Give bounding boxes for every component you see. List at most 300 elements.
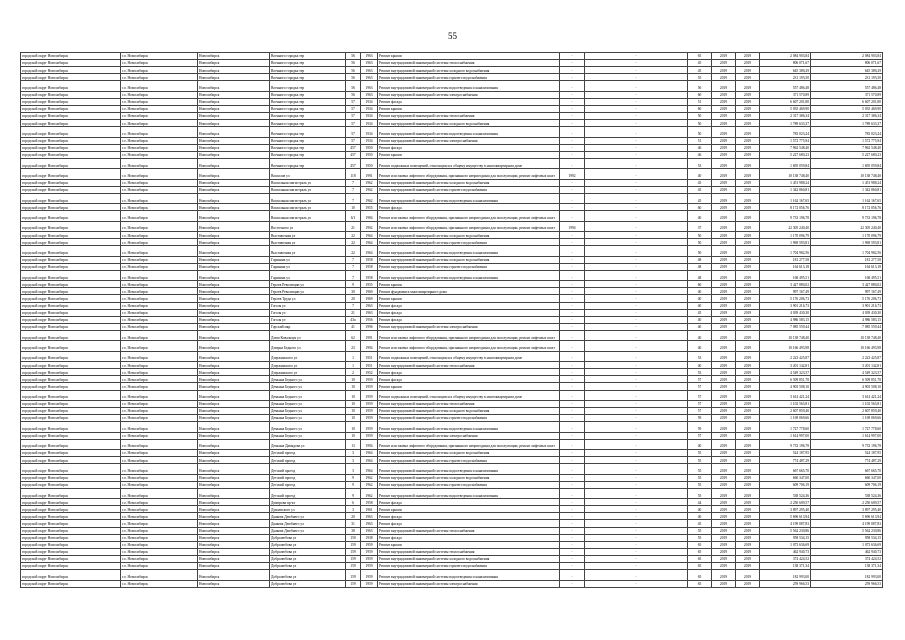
work-type-cell: Ремонт крыши [378, 383, 560, 390]
street-cell: Военного городка тер [270, 158, 346, 168]
city-cell: Новосибирск [198, 351, 270, 361]
street-cell: Военного городка тер [270, 137, 346, 144]
street-cell: Военного городка тер [270, 60, 346, 67]
total-cost-cell: 9 733 196,78 [811, 211, 883, 221]
municipality-cell: городской округ Новосибирск [21, 74, 121, 81]
extra-cell: - [585, 295, 688, 302]
table-row [21, 179, 883, 186]
house-number-cell: 57 [346, 105, 361, 112]
renovation-year-cell: - [560, 232, 585, 239]
table-row [21, 120, 883, 127]
wear-percent-cell: 50 [688, 113, 712, 120]
plan-end-cell: 2019 [736, 570, 760, 580]
work-type-cell: Ремонт или замена лифтового оборудования, признанного непригодным для эксплуатации, ремонт лифтовых шахт [378, 341, 560, 351]
table-row [21, 60, 883, 67]
city-cell: Новосибирск [198, 179, 270, 186]
work-type-cell: Ремонт фасада [378, 144, 560, 151]
plan-end-cell: 2019 [736, 295, 760, 302]
cost-cell: 2 084 903,84 [760, 53, 811, 60]
cost-cell: 3 901 216,73 [760, 302, 811, 309]
municipality-cell: городской округ Новосибирск [21, 263, 121, 270]
build-year-cell: 1964 [361, 450, 378, 457]
street-cell: Детский проезд [270, 450, 346, 457]
build-year-cell: 1962 [361, 474, 378, 481]
extra-cell: - [585, 53, 688, 60]
municipality-cell: городской округ Новосибирск [21, 548, 121, 555]
wear-percent-cell: 53 [688, 351, 712, 361]
cost-cell: 1 102 563,81 [760, 400, 811, 407]
build-year-cell: 1955 [361, 204, 378, 211]
city-cell: Новосибирск [198, 60, 270, 67]
municipality-cell: городской округ Новосибирск [21, 169, 121, 179]
plan-start-cell: 2019 [712, 158, 736, 168]
municipality-cell: городской округ Новосибирск [21, 570, 121, 580]
renovation-year-cell: - [560, 316, 585, 323]
plan-start-cell: 2019 [712, 457, 736, 464]
build-year-cell: 1958 [361, 256, 378, 263]
municipality-cell: городской округ Новосибирск [21, 341, 121, 351]
wear-percent-cell: 40 [688, 506, 712, 513]
table-row [21, 527, 883, 534]
street-cell: Демьяна Бедного ул [270, 407, 346, 414]
house-number-cell: 7 [346, 193, 361, 203]
house-number-cell: 57 [346, 137, 361, 144]
house-number-cell: 57 [346, 127, 361, 137]
extra-cell: - [585, 239, 688, 246]
street-cell: Добролюбова ул [270, 555, 346, 562]
build-year-cell: 1962 [361, 193, 378, 203]
cost-cell: 462 940,73 [760, 548, 811, 555]
street-cell: Демьяна Бедного ул [270, 376, 346, 383]
total-cost-cell: 168 495,51 [811, 270, 883, 280]
house-number-cell: 9 [346, 474, 361, 481]
municipality-cell: городской округ Новосибирск [21, 464, 121, 474]
wear-percent-cell: 40 [688, 341, 712, 351]
plan-start-cell: 2019 [712, 256, 736, 263]
total-cost-cell: 3 427 880,02 [811, 281, 883, 288]
work-type-cell: Ремонт внутридомовой инженерной системы водоотведения и канализования [378, 127, 560, 137]
extra-cell: - [585, 323, 688, 330]
extra-cell: - [585, 158, 688, 168]
table-row [21, 400, 883, 407]
total-cost-cell: 783 023,24 [811, 127, 883, 137]
city-cell: Новосибирск [198, 450, 270, 457]
city-cell: Новосибирск [198, 113, 270, 120]
street-cell: Добролюбова ул [270, 534, 346, 541]
table-body [21, 53, 883, 588]
house-number-cell: 56 [346, 91, 361, 98]
renovation-year-cell: - [560, 432, 585, 439]
build-year-cell: 1959 [361, 383, 378, 390]
table-row [21, 499, 883, 506]
extra-cell: - [585, 113, 688, 120]
cost-cell: 10 138 748,40 [760, 169, 811, 179]
total-cost-cell: 10 166 493,98 [811, 341, 883, 351]
renovation-year-cell: - [560, 415, 585, 422]
build-year-cell: 1964 [361, 464, 378, 474]
extra-cell: - [585, 481, 688, 488]
total-cost-cell: 3 901 216,73 [811, 302, 883, 309]
build-year-cell: 1963 [361, 513, 378, 520]
total-cost-cell: 524 187,95 [811, 450, 883, 457]
city-cell: Новосибирск [198, 169, 270, 179]
street-cell: Добролюбова ул [270, 541, 346, 548]
build-year-cell: 1959 [361, 432, 378, 439]
city-cell: Новосибирск [198, 302, 270, 309]
district-cell: г.о. Новосибирск [121, 239, 198, 246]
plan-start-cell: 2019 [712, 53, 736, 60]
district-cell: г.о. Новосибирск [121, 309, 198, 316]
district-cell: г.о. Новосибирск [121, 555, 198, 562]
city-cell: Новосибирск [198, 481, 270, 488]
renovation-year-cell: - [560, 211, 585, 221]
plan-start-cell: 2019 [712, 193, 736, 203]
renovation-year-cell: - [560, 563, 585, 570]
district-cell: г.о. Новосибирск [121, 295, 198, 302]
table-row [21, 281, 883, 288]
work-type-cell: Ремонт внутридомовой инженерной системы водоотведения и канализования [378, 422, 560, 432]
plan-start-cell: 2019 [712, 527, 736, 534]
total-cost-cell: 1 695 059,84 [811, 158, 883, 168]
municipality-cell: городской округ Новосибирск [21, 179, 121, 186]
municipality-cell: городской округ Новосибирск [21, 221, 121, 231]
street-cell: Демьяна Бедного ул [270, 415, 346, 422]
total-cost-cell: 1 614 997,00 [811, 432, 883, 439]
cost-cell: 1 789 633,37 [760, 120, 811, 127]
work-type-cell: Ремонт внутридомовой инженерной системы горячего водоснабжения [378, 239, 560, 246]
total-cost-cell: 10 138 748,40 [811, 169, 883, 179]
city-cell: Новосибирск [198, 541, 270, 548]
extra-cell: - [585, 246, 688, 256]
renovation-year-cell: - [560, 105, 585, 112]
table-row [21, 439, 883, 449]
municipality-cell: городской округ Новосибирск [21, 351, 121, 361]
plan-start-cell: 2019 [712, 232, 736, 239]
table-row [21, 351, 883, 361]
table-row [21, 432, 883, 439]
cost-cell: 609 706,19 [760, 481, 811, 488]
total-cost-cell: 609 706,19 [811, 481, 883, 488]
district-cell: г.о. Новосибирск [121, 263, 198, 270]
municipality-cell: городской округ Новосибирск [21, 281, 121, 288]
city-cell: Новосибирск [198, 281, 270, 288]
extra-cell: - [585, 541, 688, 548]
wear-percent-cell: 57 [688, 390, 712, 400]
wear-percent-cell: 40 [688, 513, 712, 520]
street-cell: Демьяна Бедного ул [270, 400, 346, 407]
extra-cell: - [585, 91, 688, 98]
work-type-cell: Ремонт или замена лифтового оборудования, признанного непригодным для эксплуатации, ремонт лифтовых шахт [378, 221, 560, 231]
renovation-year-cell: - [560, 239, 585, 246]
plan-end-cell: 2019 [736, 457, 760, 464]
table-row [21, 211, 883, 221]
plan-start-cell: 2019 [712, 422, 736, 432]
district-cell: г.о. Новосибирск [121, 120, 198, 127]
house-number-cell: 43а [346, 316, 361, 323]
city-cell: Новосибирск [198, 323, 270, 330]
build-year-cell: 1996 [361, 323, 378, 330]
wear-percent-cell: 48 [688, 263, 712, 270]
district-cell: г.о. Новосибирск [121, 400, 198, 407]
table-row [21, 548, 883, 555]
house-number-cell: 159 [346, 570, 361, 580]
work-type-cell: Ремонт внутридомовой инженерной системы теплоснабжения [378, 113, 560, 120]
municipality-cell: городской округ Новосибирск [21, 323, 121, 330]
house-number-cell: 10 [346, 390, 361, 400]
city-cell: Новосибирск [198, 232, 270, 239]
build-year-cell: 1994 [361, 439, 378, 449]
extra-cell: - [585, 362, 688, 369]
table-row [21, 105, 883, 112]
street-cell: Вокзалов ул [270, 169, 346, 179]
municipality-cell: городской округ Новосибирск [21, 309, 121, 316]
house-number-cell: 3 [346, 450, 361, 457]
district-cell: г.о. Новосибирск [121, 513, 198, 520]
wear-percent-cell: 60 [688, 105, 712, 112]
plan-end-cell: 2019 [736, 563, 760, 570]
table-row [21, 127, 883, 137]
house-number-cell: 21 [346, 221, 361, 231]
city-cell: Новосибирск [198, 555, 270, 562]
municipality-cell: городской округ Новосибирск [21, 120, 121, 127]
table-row [21, 555, 883, 562]
district-cell: г.о. Новосибирск [121, 457, 198, 464]
work-type-cell: Ремонт внутридомовой инженерной системы электроснабжения [378, 432, 560, 439]
extra-cell: - [585, 151, 688, 158]
wear-percent-cell: 65 [688, 563, 712, 570]
street-cell: Добролюбова ул [270, 570, 346, 580]
municipality-cell: городской округ Новосибирск [21, 81, 121, 91]
plan-end-cell: 2019 [736, 270, 760, 280]
renovation-year-cell: - [560, 158, 585, 168]
plan-start-cell: 2019 [712, 288, 736, 295]
street-cell: Военного городка тер [270, 98, 346, 105]
work-type-cell: Ремонт внутридомовой инженерной системы холодного водоснабжения [378, 232, 560, 239]
extra-cell: - [585, 211, 688, 221]
house-number-cell: 57 [346, 113, 361, 120]
work-type-cell: Ремонт внутридомовой инженерной системы холодного водоснабжения [378, 120, 560, 127]
build-year-cell: 1959 [361, 407, 378, 414]
cost-cell: 7 085 559,44 [760, 323, 811, 330]
wear-percent-cell: 45 [688, 186, 712, 193]
plan-end-cell: 2019 [736, 362, 760, 369]
cost-cell: 181 277,58 [760, 256, 811, 263]
extra-cell: - [585, 74, 688, 81]
city-cell: Новосибирск [198, 376, 270, 383]
build-year-cell: 1964 [361, 232, 378, 239]
plan-end-cell: 2019 [736, 169, 760, 179]
wear-percent-cell: 40 [688, 302, 712, 309]
house-number-cell: 20 [346, 513, 361, 520]
plan-end-cell: 2019 [736, 239, 760, 246]
house-number-cell: 457 [346, 144, 361, 151]
build-year-cell: 1959 [361, 422, 378, 432]
wear-percent-cell: 60 [688, 204, 712, 211]
city-cell: Новосибирск [198, 415, 270, 422]
cost-cell: 371 570,89 [760, 91, 811, 98]
plan-start-cell: 2019 [712, 464, 736, 474]
extra-cell: - [585, 309, 688, 316]
street-cell: Гоголя ул [270, 316, 346, 323]
municipality-cell: городской округ Новосибирск [21, 193, 121, 203]
wear-percent-cell: 50 [688, 239, 712, 246]
city-cell: Новосибирск [198, 548, 270, 555]
house-number-cell: 7 [346, 302, 361, 309]
build-year-cell: 1963 [361, 91, 378, 98]
municipality-cell: городской округ Новосибирск [21, 481, 121, 488]
wear-percent-cell: 45 [688, 60, 712, 67]
plan-start-cell: 2019 [712, 120, 736, 127]
plan-start-cell: 2019 [712, 415, 736, 422]
plan-end-cell: 2019 [736, 186, 760, 193]
table-row [21, 144, 883, 151]
municipality-cell: городской округ Новосибирск [21, 105, 121, 112]
plan-end-cell: 2019 [736, 144, 760, 151]
extra-cell: - [585, 450, 688, 457]
plan-end-cell: 2019 [736, 137, 760, 144]
cost-cell: 1 704 982,56 [760, 246, 811, 256]
build-year-cell: 1963 [361, 60, 378, 67]
renovation-year-cell: 1994 [560, 221, 585, 231]
build-year-cell: 1963 [361, 81, 378, 91]
house-number-cell: 6 [346, 499, 361, 506]
plan-end-cell: 2019 [736, 369, 760, 376]
plan-start-cell: 2019 [712, 144, 736, 151]
cost-cell: 231 193,50 [760, 74, 811, 81]
wear-percent-cell: 53 [688, 369, 712, 376]
street-cell: Военного городка тер [270, 127, 346, 137]
wear-percent-cell: 51 [688, 137, 712, 144]
extra-cell: - [585, 232, 688, 239]
total-cost-cell: 3 201 142,81 [811, 362, 883, 369]
house-number-cell: 10 [346, 407, 361, 414]
total-cost-cell: 3 897 295,40 [811, 506, 883, 513]
capital-repair-table-container [20, 52, 882, 588]
wear-percent-cell: 55 [688, 527, 712, 534]
cost-cell: 660 347,00 [760, 474, 811, 481]
cost-cell: 3 427 880,02 [760, 281, 811, 288]
total-cost-cell: 6 607 201,80 [811, 98, 883, 105]
street-cell: Демьяна Бедного ул [270, 422, 346, 432]
district-cell: г.о. Новосибирск [121, 450, 198, 457]
plan-end-cell: 2019 [736, 541, 760, 548]
table-row [21, 270, 883, 280]
wear-percent-cell: 55 [688, 464, 712, 474]
plan-start-cell: 2019 [712, 239, 736, 246]
total-cost-cell: 9 733 196,78 [811, 439, 883, 449]
plan-end-cell: 2019 [736, 548, 760, 555]
street-cell: Демьяна Бедного ул [270, 390, 346, 400]
renovation-year-cell: - [560, 439, 585, 449]
municipality-cell: городской округ Новосибирск [21, 390, 121, 400]
wear-percent-cell: 55 [688, 450, 712, 457]
wear-percent-cell: 60 [688, 281, 712, 288]
renovation-year-cell: - [560, 295, 585, 302]
build-year-cell: 1992 [361, 221, 378, 231]
plan-start-cell: 2019 [712, 390, 736, 400]
street-cell: Дьякова Дзюбнего ул [270, 527, 346, 534]
city-cell: Новосибирск [198, 341, 270, 351]
plan-start-cell: 2019 [712, 481, 736, 488]
district-cell: г.о. Новосибирск [121, 193, 198, 203]
renovation-year-cell: - [560, 137, 585, 144]
table-row [21, 221, 883, 231]
district-cell: г.о. Новосибирск [121, 570, 198, 580]
street-cell: Военного городка тер [270, 81, 346, 91]
cost-cell: 1 169 069,66 [760, 415, 811, 422]
house-number-cell: 10 [346, 383, 361, 390]
table-row [21, 316, 883, 323]
wear-percent-cell: 56 [688, 81, 712, 91]
cost-cell: 374 424,52 [760, 555, 811, 562]
work-type-cell: Ремонт фасада [378, 499, 560, 506]
build-year-cell: 1964 [361, 457, 378, 464]
district-cell: г.о. Новосибирск [121, 407, 198, 414]
plan-end-cell: 2019 [736, 450, 760, 457]
total-cost-cell: 806 071,67 [811, 60, 883, 67]
work-type-cell: Ремонт внутридомовой инженерной системы горячего водоснабжения [378, 186, 560, 193]
municipality-cell: городской округ Новосибирск [21, 400, 121, 407]
cost-cell: 1 162 167,65 [760, 193, 811, 203]
work-type-cell: Ремонт фасада [378, 513, 560, 520]
build-year-cell: 1963 [361, 74, 378, 81]
total-cost-cell: 660 347,00 [811, 474, 883, 481]
renovation-year-cell: - [560, 580, 585, 587]
plan-end-cell: 2019 [736, 432, 760, 439]
table-row [21, 295, 883, 302]
district-cell: г.о. Новосибирск [121, 211, 198, 221]
house-number-cell: 30 [346, 288, 361, 295]
plan-end-cell: 2019 [736, 105, 760, 112]
city-cell: Новосибирск [198, 256, 270, 263]
municipality-cell: городской округ Новосибирск [21, 506, 121, 513]
city-cell: Новосибирск [198, 400, 270, 407]
total-cost-cell: 231 193,50 [811, 74, 883, 81]
house-number-cell: 57 [346, 98, 361, 105]
district-cell: г.о. Новосибирск [121, 137, 198, 144]
plan-start-cell: 2019 [712, 506, 736, 513]
build-year-cell: 1963 [361, 53, 378, 60]
plan-start-cell: 2019 [712, 330, 736, 340]
work-type-cell: Ремонт фасада [378, 204, 560, 211]
district-cell: г.о. Новосибирск [121, 415, 198, 422]
table-row [21, 407, 883, 414]
plan-end-cell: 2019 [736, 376, 760, 383]
house-number-cell: 22 [346, 239, 361, 246]
cost-cell: 3 897 295,40 [760, 506, 811, 513]
municipality-cell: городской округ Новосибирск [21, 499, 121, 506]
plan-end-cell: 2019 [736, 555, 760, 562]
city-cell: Новосибирск [198, 499, 270, 506]
house-number-cell: 20 [346, 295, 361, 302]
total-cost-cell: 259 966,53 [811, 580, 883, 587]
build-year-cell: 1991 [361, 330, 378, 340]
extra-cell: - [585, 221, 688, 231]
municipality-cell: городской округ Новосибирск [21, 270, 121, 280]
municipality-cell: городской округ Новосибирск [21, 98, 121, 105]
renovation-year-cell: - [560, 302, 585, 309]
wear-percent-cell: 45 [688, 309, 712, 316]
street-cell: Дьякова Дзюбнего ул [270, 513, 346, 520]
cost-cell: 806 071,67 [760, 60, 811, 67]
cost-cell: 10 166 493,98 [760, 341, 811, 351]
plan-start-cell: 2019 [712, 488, 736, 498]
plan-end-cell: 2019 [736, 534, 760, 541]
house-number-cell: 9 [346, 281, 361, 288]
table-row [21, 239, 883, 246]
plan-end-cell: 2019 [736, 464, 760, 474]
table-row [21, 341, 883, 351]
